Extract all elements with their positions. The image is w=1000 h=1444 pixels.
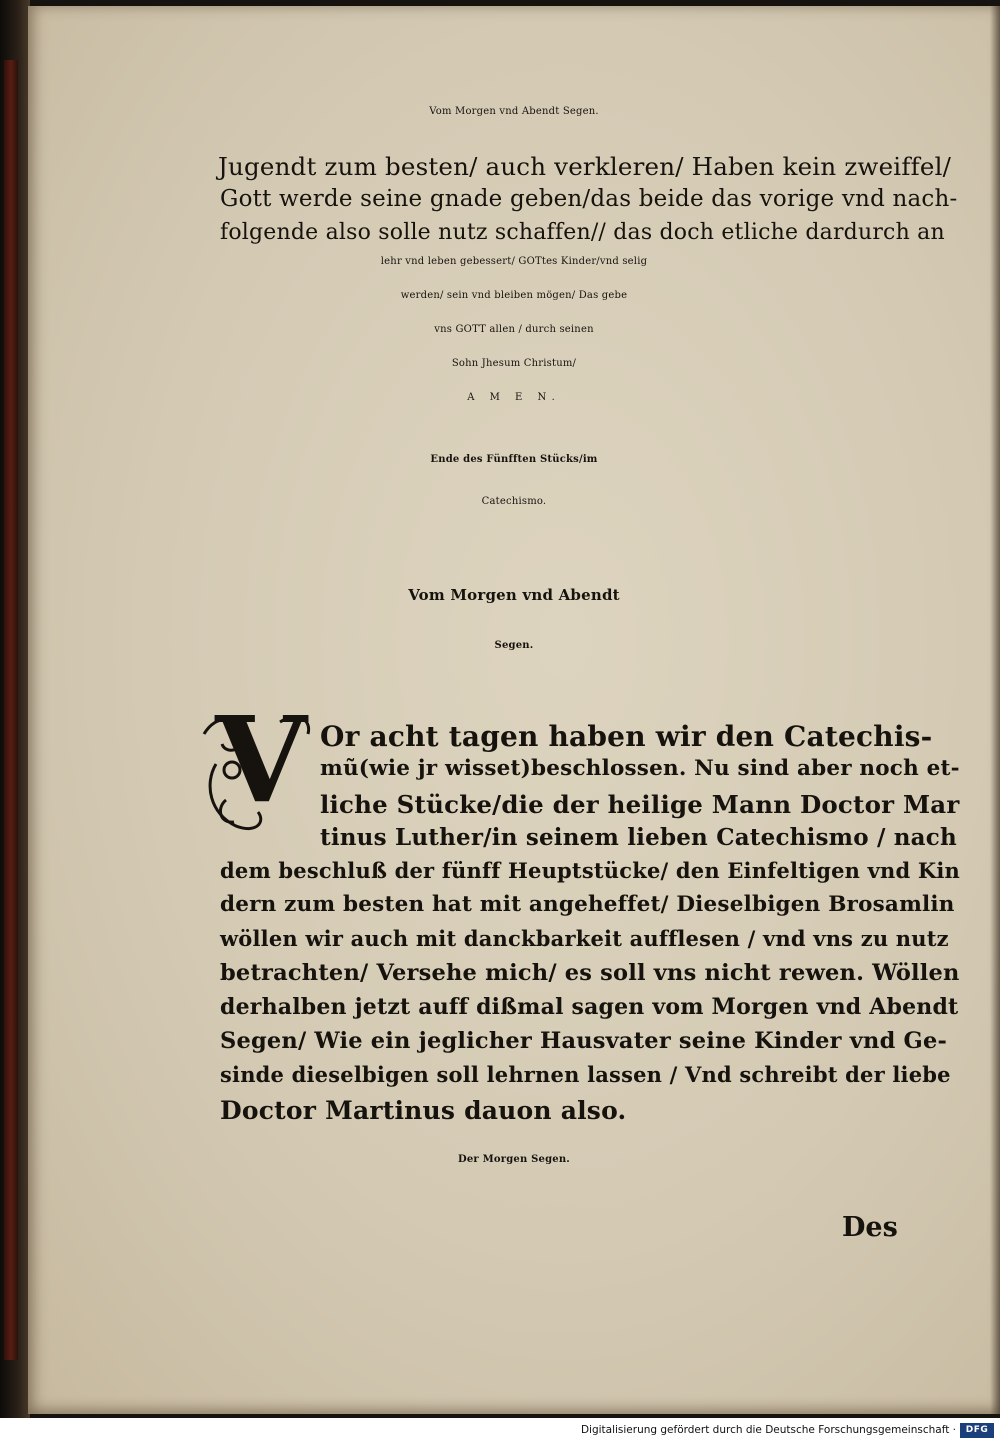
section-title: Vom Morgen vnd Abendt <box>408 586 620 604</box>
text-line: Sohn Jhesum Christum/ <box>451 358 577 369</box>
running-head: Vom Morgen vnd Abendt Segen. <box>429 106 599 117</box>
book-page <box>28 6 1000 1414</box>
text-line: Jugendt zum besten/ auch verkleren/ Haben kein zweiffel/ <box>218 152 952 181</box>
body-line: tinus Luther/in seinem lieben Catechismo / nach <box>320 824 957 851</box>
footer-bar <box>0 1418 1000 1444</box>
body-line: betrachten/ Versehe mich/ es soll vns nicht rewen. Wöllen <box>220 960 960 986</box>
body-line: wöllen wir auch mit danckbarkeit aufflesen / vnd vns zu nutz <box>220 926 949 951</box>
body-line: dern zum besten hat mit angeheffet/ Dieselbigen Brosamlin <box>220 892 955 917</box>
body-line: liche Stücke/die der heilige Mann Doctor Mar <box>320 790 960 819</box>
body-line: Or acht tagen haben wir den Catechis- <box>320 720 933 753</box>
body-line: Segen/ Wie ein jeglicher Hausvater seine Kinder vnd Ge- <box>220 1028 948 1054</box>
body-line: Doctor Martinus dauon also. <box>220 1096 627 1125</box>
sub-heading: Der Morgen Segen. <box>458 1154 570 1165</box>
amen-line: A M E N. <box>467 392 561 403</box>
colophon-line: Catechismo. <box>481 496 547 507</box>
footer-credit: Digitalisierung gefördert durch die Deutsche Forschungsgemeinschaft · <box>580 1424 956 1436</box>
text-line: folgende also solle nutz schaffen// das doch etliche dardurch an <box>220 220 945 245</box>
text-line: werden/ sein vnd bleiben mögen/ Das gebe <box>400 290 628 301</box>
body-line: sinde dieselbigen soll lehrnen lassen / Vnd schreibt der liebe <box>220 1062 951 1087</box>
text-line: lehr vnd leben gebessert/ GOTtes Kinder/vnd selig <box>380 256 648 267</box>
page-edge-shadow <box>990 6 1000 1414</box>
body-line: mũ(wie jr wisset)beschlossen. Nu sind aber noch et- <box>320 756 960 781</box>
body-line: derhalben jetzt auff dißmal sagen vom Morgen vnd Abendt <box>220 994 959 1020</box>
text-line: vns GOTT allen / durch seinen <box>434 324 594 335</box>
board-edge <box>4 60 18 1360</box>
initial-letter: V <box>215 690 307 829</box>
colophon-line: Ende des Fünfften Stücks/im <box>430 454 598 465</box>
text-line: Gott werde seine gnade geben/das beide das vorige vnd nach- <box>220 186 958 212</box>
section-title: Segen. <box>494 640 534 651</box>
catchword: Des <box>842 1212 898 1243</box>
dfg-logo: DFG <box>960 1423 994 1438</box>
body-line: dem beschluß der fünff Heuptstücke/ den Einfeltigen vnd Kin <box>220 858 961 883</box>
